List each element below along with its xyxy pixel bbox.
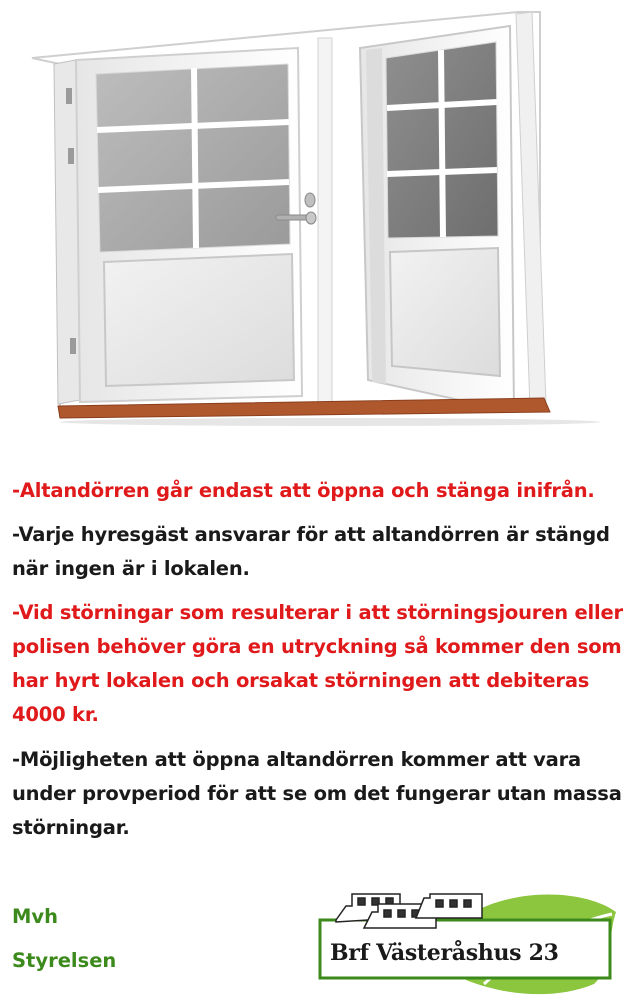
notice-line-1: -Altandörren går endast att öppna och stänga inifrån. [12, 479, 595, 502]
notice-line-2: -Varje hyresgäst ansvarar för att altandörren är stängd när ingen är i lokalen. [12, 523, 610, 580]
signature-signer: Styrelsen [12, 949, 117, 972]
notice-line-3: -Vid störningar som resulterar i att störningsjouren eller polisen behöver göra en utryckning så kommer den som har hyrt lokalen och orsakat störningen att debiteras 4000 kr. [12, 601, 623, 726]
notice-line-4: -Möjligheten att öppna altandörren kommer att vara under provperiod för att se om det fungerar utan massa störningar. [12, 748, 622, 839]
brf-logo [316, 884, 618, 996]
balcony-door-image [30, 8, 610, 428]
signature-greeting: Mvh [12, 905, 58, 928]
logo-name: Brf Västeråshus 23 [330, 940, 559, 966]
